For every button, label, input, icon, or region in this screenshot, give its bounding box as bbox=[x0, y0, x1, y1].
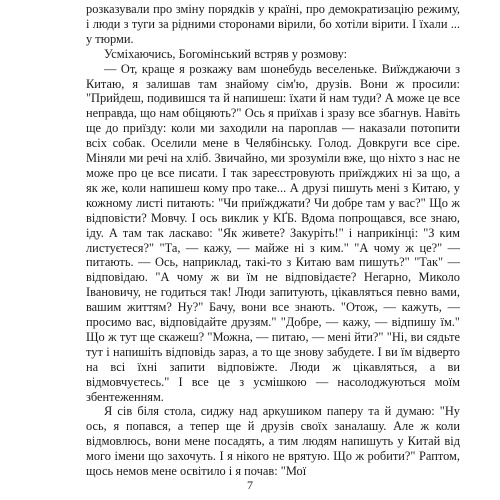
page-number: 7 bbox=[247, 478, 253, 492]
paragraph-4: Я сів біля стола, сиджу над аркушиком паперу та й думаю: "Ну ось, я попався, а тепер ще й друзів своїх заналашу. Але ж коли відмовлюсь, вони мене посадять, а тим людям напишуть у Китай від мого імени що захочуть. І я нікого не врятую. Що ж робити?" Раптом, щось немов мене освітило і я почав: "Мої bbox=[86, 404, 460, 479]
page-text bbox=[86, 2, 460, 479]
paragraph-1: розказували про зміну порядків у країні, про демократизацію режиму, і люди з туги за рідними сторонами вірили, бо хотіли вірити. І їхали ... у тюрми. bbox=[86, 2, 460, 46]
paragraph-2: Усміхаючись, Богомінський встряв у розмову: bbox=[104, 46, 348, 61]
paragraph-3: — От, краще я розкажу вам шонебудь веселеньке. Виїжджаючи з Китаю, я залишав там знайому сім'ю, друзів. Вони ж просили: "Прийдеш, подивишся та й напишеш: їхати й нам туди? А може це все неправда, що нам обіцяють?" Ось я приїхав і зразу все збагнув. Навіть ще до приїзду: коли ми заходили на пароплав — наказали потопити всіх собак. Оселили мене в Челябінську. Голод. Довкруги все сіре. Міняли ми речі на хліб. Звичайно, ми зрозуміли вже, що ніхто з нас не може про це все писати. І так зареєстровують приїжджих ні за що, а як же, коли напишеш кому про таке... А друзі пишуть мені з Китаю, у кожному листі питають: "Чи приїжджати? Чи добре там у вас?" Що ж відповісти? Мовчу. І ось виклик у КҐБ. Вдома попрощався, все знаю, іду. А там так ласкаво: "Як живете? Закуріть!" і наприкінці: "З ким листуєтеся?" "Та, — кажу, — майже ні з ким." "А чому ж це?" — питають. — Ось, наприклад, такі-то з Китаю вам пишуть?" "Так" — відповідаю. "А чому ж ви їм не відповідаєте? Негарно, Миколо Івановичу, не годиться так! Люди запитують, цікавляться певно вами, вашим життям? Ну?" Бачу, вони все знають. "Отож, — кажуть, — просимо вас, відповідайте друзям." "Добре, — кажу, — відпишу їм." Що ж тут ще скажеш? "Можна, — питаю, — мені йти?" "Ні, ви сядьте тут і напишіть відповідь зараз, а то ще знову забудете. І ви їм відверто на всі їхні запити відповіжте. Люди ж цікавляться, а ви відмовчуєтесь." І все це з усмішкою — насолоджуються моїм збентеженням. bbox=[86, 61, 460, 404]
